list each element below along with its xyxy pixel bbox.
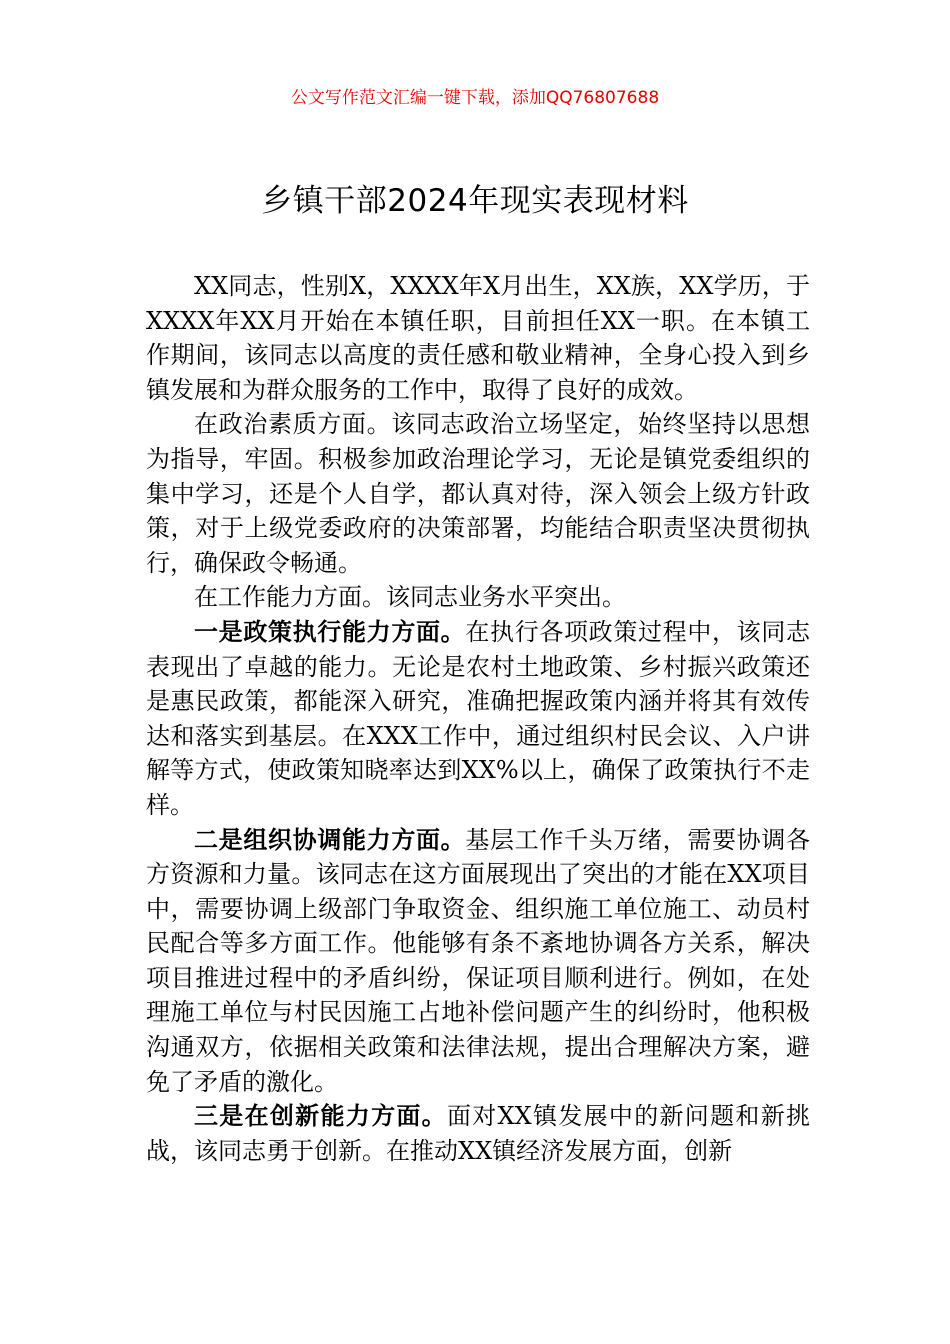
paragraph-lead-heading: 二是组织协调能力方面。	[194, 825, 466, 854]
paragraph-work-ability	[146, 580, 810, 615]
document-body	[146, 269, 810, 1168]
paragraph-text: 面对XX镇发展中的新问题和新挑战，该同志勇于创新。在推动XX镇经济发展方面，创新	[146, 1102, 810, 1165]
promo-header-text: 公文写作范文汇编一键下载，添加QQ76807688	[290, 88, 660, 108]
paragraph-text: 在执行各项政策过程中，该同志表现出了卓越的能力。无论是农村土地政策、乡村振兴政策还是惠民政策，都能深入研究，准确把握政策内涵并将其有效传达和落实到基层。在XXX工作中，通过组织村民会议、入户讲解等方式，使政策知晓率达到XX%以上，确保了政策执行不走样。	[146, 617, 811, 819]
paragraph-coordination	[146, 823, 810, 1100]
paragraph-innovation	[146, 1099, 810, 1168]
paragraph-political-quality	[146, 407, 810, 580]
paragraph-policy-execution	[146, 615, 810, 823]
paragraph-lead-heading: 三是在创新能力方面。	[194, 1102, 447, 1131]
paragraph-intro	[146, 269, 810, 407]
document-title: 乡镇干部2024年现实表现材料	[261, 183, 689, 219]
paragraph-text: 基层工作千头万绪，需要协调各方资源和力量。该同志在这方面展现出了突出的才能在XX项目中，需要协调上级部门争取资金、组织施工单位施工、动员村民配合等多方面工作。他能够有条不紊地协调各方关系，解决项目推进过程中的矛盾纠纷，保证项目顺利进行。例如，在处理施工单位与村民因施工占地补偿问题产生的纠纷时，他积极沟通双方，依据相关政策和法律法规，提出合理解决方案，避免了矛盾的激化。	[146, 825, 811, 1096]
paragraph-text: 在工作能力方面。该同志业务水平突出。	[194, 583, 626, 612]
paragraph-text: XX同志，性别X，XXXX年X月出生，XX族，XX学历，于XXXX年XX月开始在本镇任职，目前担任XX一职。在本镇工作期间，该同志以高度的责任感和敬业精神，全身心投入到乡镇发展和为群众服务的工作中，取得了良好的成效。	[146, 272, 810, 404]
paragraph-text: 在政治素质方面。该同志政治立场坚定，始终坚持以思想为指导，牢固。积极参加政治理论学习，无论是镇党委组织的集中学习，还是个人自学，都认真对待，深入领会上级方针政策，对于上级党委政府的决策部署，均能结合职责坚决贯彻执行，确保政令畅通。	[146, 410, 810, 577]
paragraph-lead-heading: 一是政策执行能力方面。	[194, 617, 466, 646]
